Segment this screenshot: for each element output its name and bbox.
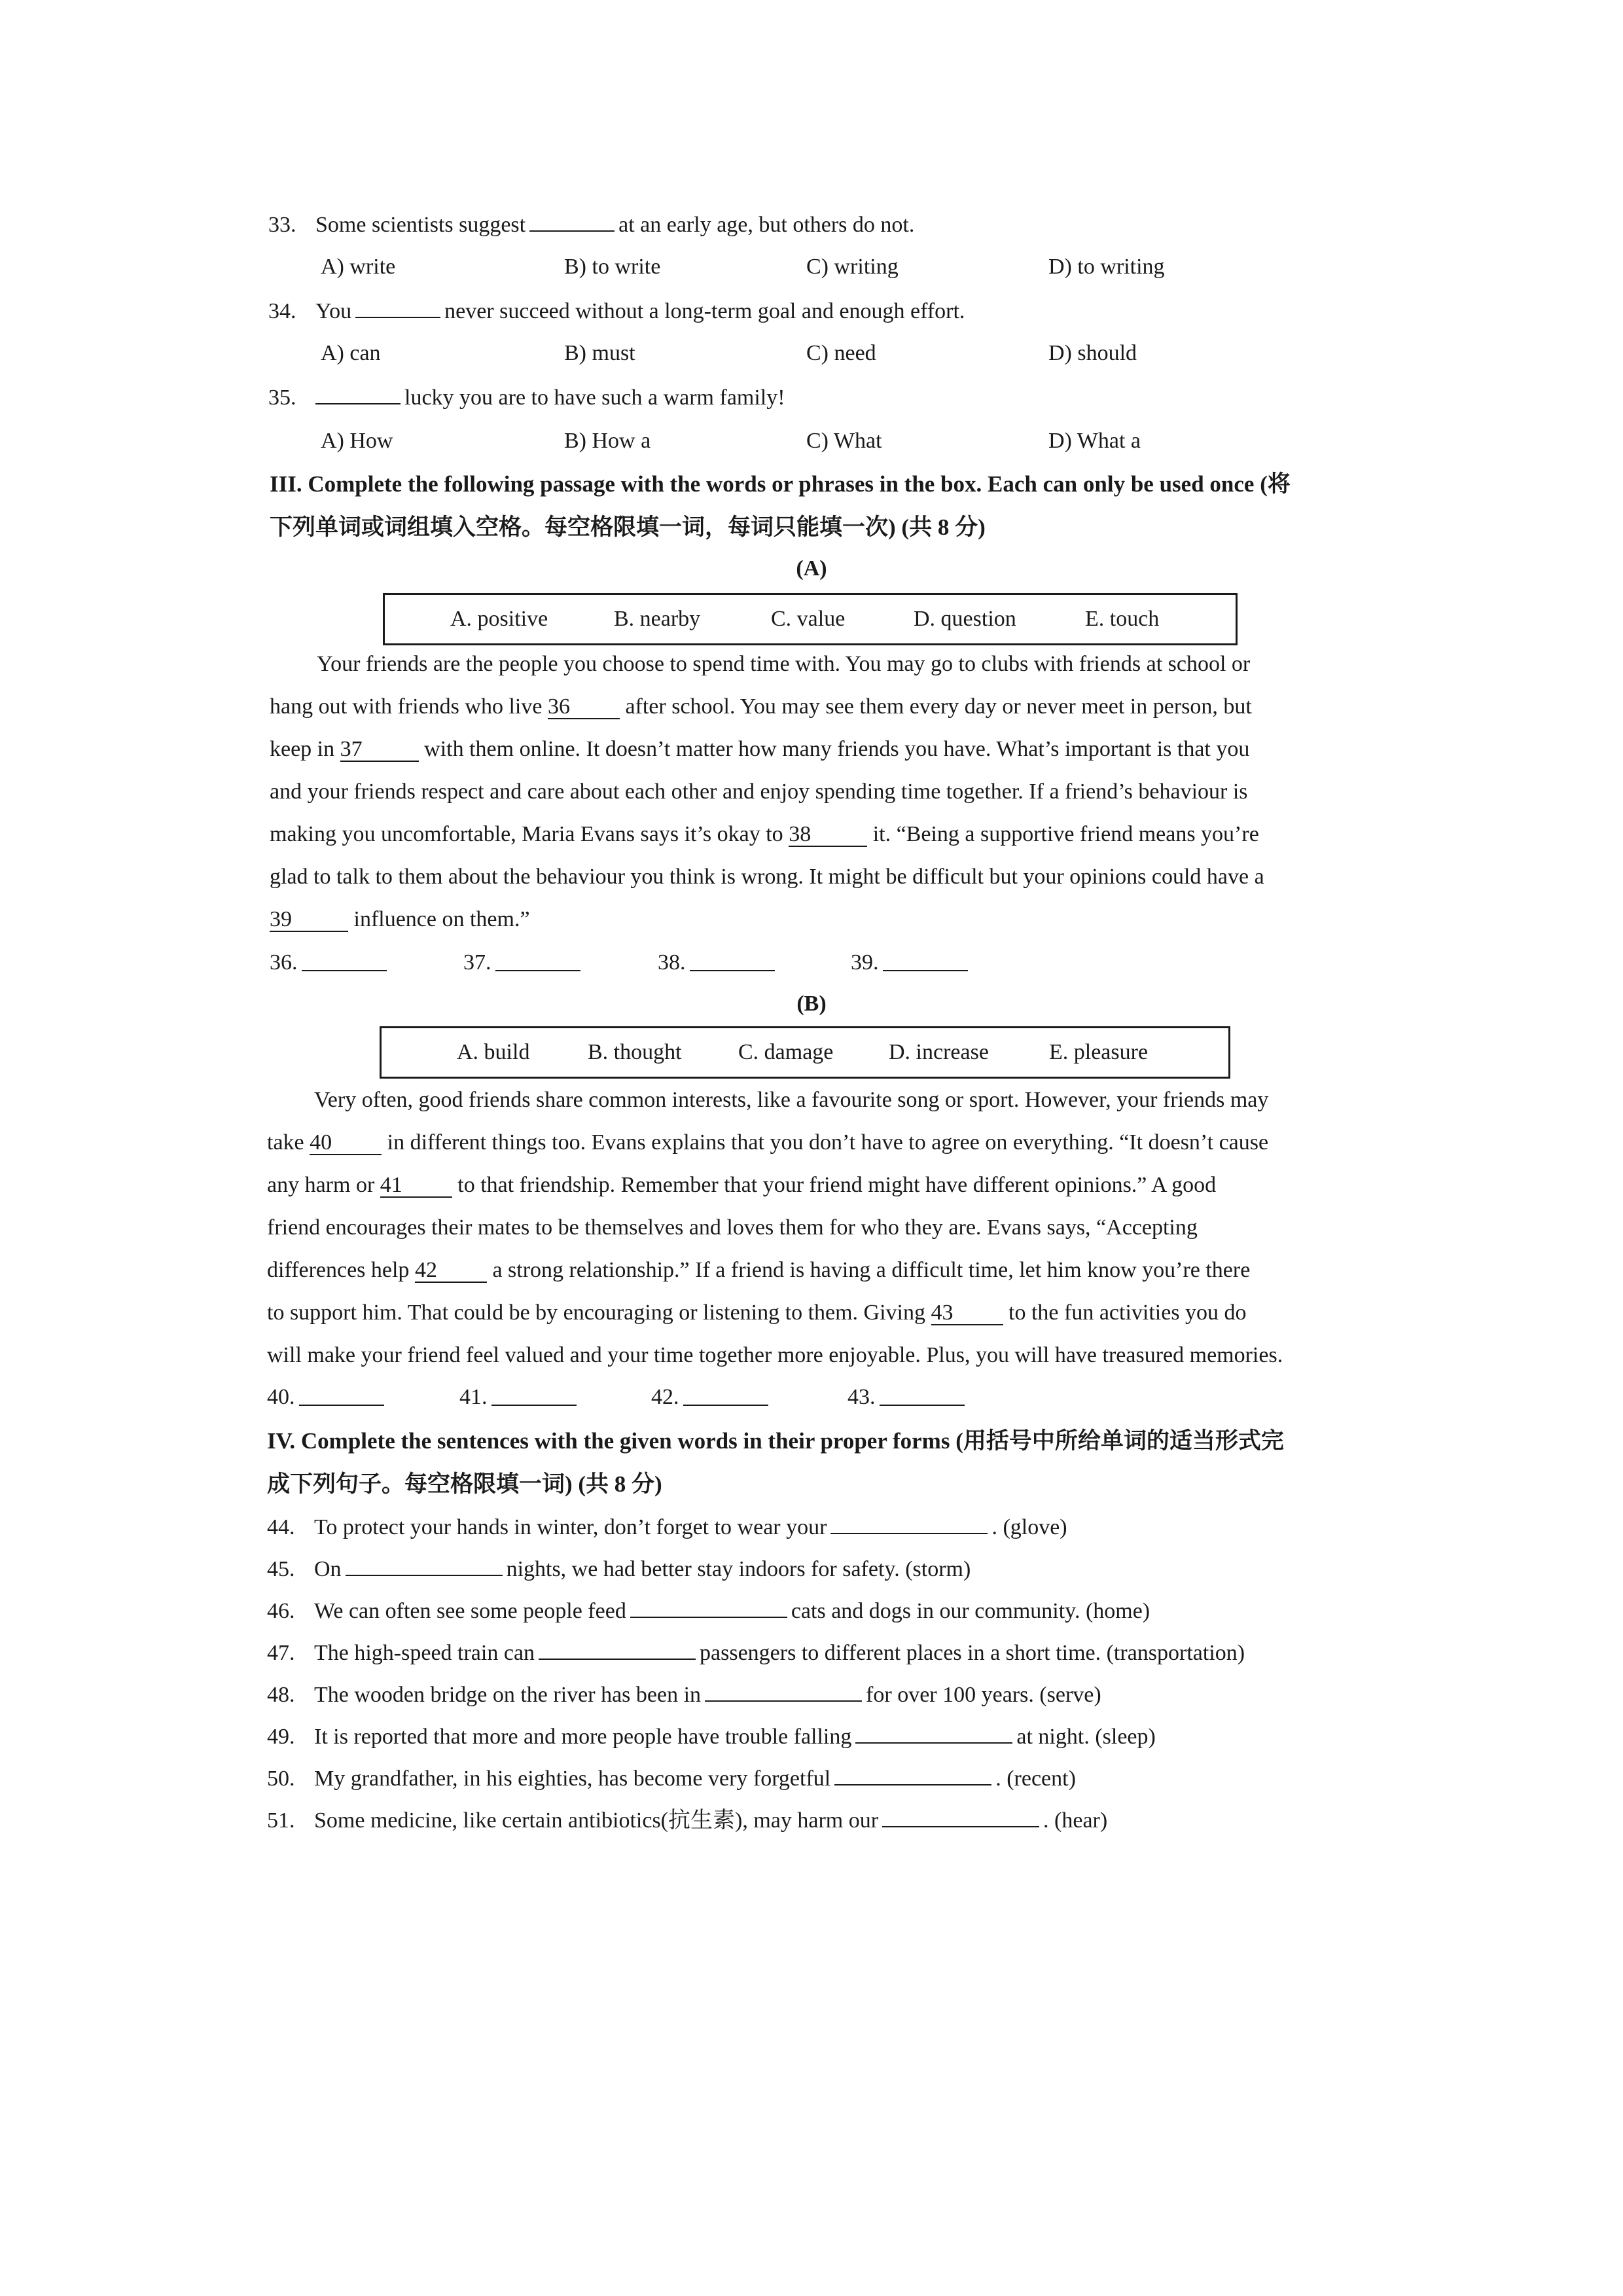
option-b[interactable]: B) must [564, 341, 635, 365]
sentence-49: 49. It is reported that more and more people have trouble falling at night. (sleep) [267, 1723, 1156, 1750]
section-3-heading: III. Complete the following passage with the words or phrases in the box. Each can only be used once (将 [270, 471, 1291, 497]
part-b-label: (B) [796, 992, 827, 1016]
answer-blank[interactable] [355, 297, 440, 318]
blank-40[interactable]: 40 [310, 1132, 382, 1155]
section-3-heading-cn: 下列单词或词组填入空格。每空格限填一词，每词只能填一次) (共 8 分) [270, 514, 986, 540]
section-4-heading-cn: 成下列句子。每空格限填一词) (共 8 分) [267, 1471, 662, 1497]
answer-blank[interactable] [830, 1513, 988, 1534]
option-d[interactable]: D) to writing [1048, 255, 1165, 279]
blank-37[interactable]: 37 [340, 738, 419, 762]
option-a[interactable]: A) can [321, 341, 381, 365]
word-option: C. damage [738, 1040, 834, 1064]
blank-43[interactable]: 43 [931, 1302, 1003, 1325]
answer-39[interactable]: 39. [851, 950, 879, 975]
passage-line: will make your friend feel valued and your time together more enjoyable. Plus, you will have treasured memories. [267, 1343, 1283, 1367]
sentence-44: 44. To protect your hands in winter, don’t forget to wear your . (glove) [267, 1513, 1067, 1541]
option-d[interactable]: D) What a [1048, 429, 1141, 453]
blank-36[interactable]: 36 [548, 696, 620, 719]
passage-line: Very often, good friends share common interests, like a favourite song or sport. However, your friends may [314, 1088, 1269, 1112]
word-option: E. touch [1085, 607, 1160, 631]
option-c[interactable]: C) What [806, 429, 882, 453]
word-option: B. thought [588, 1040, 682, 1064]
answer-blank[interactable] [315, 384, 401, 404]
word-option: D. question [914, 607, 1016, 631]
option-b[interactable]: B) How a [564, 429, 651, 453]
passage-line: friend encourages their mates to be themselves and loves them for who they are. Evans says, “Accepting [267, 1215, 1198, 1240]
option-c[interactable]: C) need [806, 341, 876, 365]
passage-line: hang out with friends who live 36 after school. You may see them every day or never meet in person, but [270, 694, 1252, 719]
blank-41[interactable]: 41 [380, 1174, 452, 1198]
answer-blank[interactable] [539, 1639, 696, 1660]
answer-blank[interactable] [855, 1723, 1012, 1744]
passage-line: differences help 42 a strong relationship.” If a friend is having a difficult time, let him know you’re there [267, 1258, 1251, 1282]
answer-42[interactable]: 42. [651, 1385, 679, 1410]
passage-line: take 40 in different things too. Evans explains that you don’t have to agree on everything. “It doesn’t cause [267, 1130, 1269, 1155]
passage-a [270, 643, 1356, 941]
answer-blank[interactable] [346, 1555, 503, 1576]
passage-line: any harm or 41 to that friendship. Remember that your friend might have different opinions.” A good [267, 1173, 1217, 1197]
question-34: 34. You never succeed without a long-term goal and enough effort. [268, 297, 965, 325]
passage-line: keep in 37 with them online. It doesn’t matter how many friends you have. What’s important is that you [270, 737, 1250, 761]
passage-line: glad to talk to them about the behaviour you think is wrong. It might be difficult but your opinions could have a [270, 865, 1264, 889]
word-option: A. positive [450, 607, 548, 631]
answer-41[interactable]: 41. [459, 1385, 488, 1410]
answer-43[interactable]: 43. [847, 1385, 876, 1410]
word-option: C. value [771, 607, 846, 631]
sentence-51: 51. Some medicine, like certain antibiotics(抗生素), may harm our . (hear) [267, 1806, 1107, 1834]
answer-blank[interactable] [630, 1597, 787, 1618]
option-a[interactable]: A) write [321, 255, 396, 279]
passage-line: making you uncomfortable, Maria Evans says it’s okay to 38 it. “Being a supportive friend means you’re [270, 822, 1259, 846]
answer-blank[interactable] [882, 1806, 1039, 1827]
passage-line: and your friends respect and care about each other and enjoy spending time together. If a friend’s behaviour is [270, 780, 1248, 804]
word-option: E. pleasure [1049, 1040, 1149, 1064]
section-4-heading: IV. Complete the sentences with the given words in their proper forms (用括号中所给单词的适当形式完 [267, 1428, 1284, 1454]
blank-39[interactable]: 39 [270, 908, 348, 932]
sentence-47: 47. The high-speed train can passengers to different places in a short time. (transportation) [267, 1639, 1245, 1666]
answer-38[interactable]: 38. [658, 950, 686, 975]
answer-36[interactable]: 36. [270, 950, 298, 975]
part-a-label: (A) [796, 556, 827, 581]
answer-40[interactable]: 40. [267, 1385, 295, 1410]
passage-line: to support him. That could be by encouraging or listening to them. Giving 43 to the fun activities you do [267, 1300, 1247, 1325]
answer-blank[interactable] [834, 1765, 991, 1785]
passage-b [267, 1079, 1353, 1376]
sentence-46: 46. We can often see some people feed cats and dogs in our community. (home) [267, 1597, 1150, 1624]
sentence-48: 48. The wooden bridge on the river has been in for over 100 years. (serve) [267, 1681, 1101, 1708]
passage-line: Your friends are the people you choose to spend time with. You may go to clubs with friends at school or [317, 652, 1251, 676]
word-box-b [380, 1026, 1230, 1079]
blank-42[interactable]: 42 [415, 1259, 487, 1283]
word-box-a [383, 593, 1238, 645]
sentence-45: 45. On nights, we had better stay indoors for safety. (storm) [267, 1555, 971, 1583]
option-d[interactable]: D) should [1048, 341, 1137, 365]
word-option: A. build [457, 1040, 530, 1064]
answer-blank[interactable] [529, 211, 615, 232]
option-b[interactable]: B) to write [564, 255, 661, 279]
question-35: 35. lucky you are to have such a warm family! [268, 384, 785, 411]
question-33: 33. Some scientists suggest at an early age, but others do not. [268, 211, 914, 238]
answer-blank[interactable] [705, 1681, 862, 1702]
passage-line: 39 influence on them.” [270, 907, 530, 931]
option-c[interactable]: C) writing [806, 255, 899, 279]
answer-37[interactable]: 37. [463, 950, 491, 975]
blank-38[interactable]: 38 [789, 823, 867, 847]
option-a[interactable]: A) How [321, 429, 393, 453]
sentence-50: 50. My grandfather, in his eighties, has become very forgetful . (recent) [267, 1765, 1076, 1792]
word-option: D. increase [889, 1040, 989, 1064]
word-option: B. nearby [614, 607, 701, 631]
